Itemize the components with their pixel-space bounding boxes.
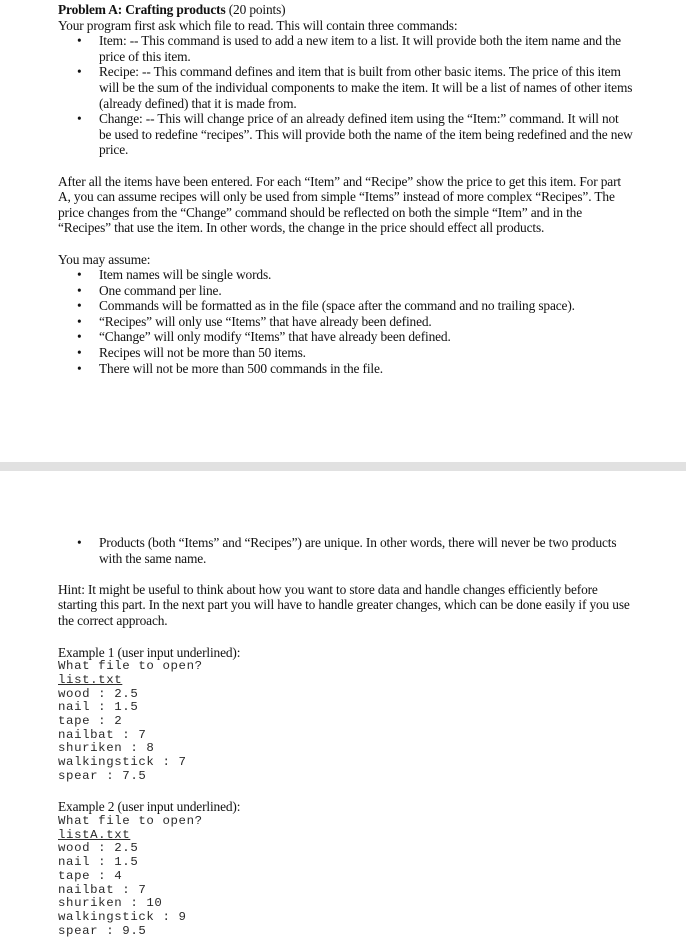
assumption-item: • “Change” will only modify “Items” that have already been defined. [58, 329, 634, 345]
assumption-list-continued [58, 535, 634, 566]
example-2-console [58, 815, 634, 938]
page-2-content [58, 535, 634, 938]
assumption-item: • “Recipes” will only use “Items” that have already been defined. [58, 314, 634, 330]
console-output-line: nail : 1.5 [58, 700, 139, 715]
assumption-item: • Products (both “Items” and “Recipes”) are unique. In other words, there will never be two products with the same name. [58, 535, 634, 566]
console-output-line: nailbat : 7 [58, 727, 147, 742]
console-output-line: spear : 9.5 [58, 923, 147, 938]
document-page-1 [0, 0, 686, 462]
example-1-heading: Example 1 (user input underlined): [58, 644, 241, 660]
console-user-input: listA.txt [58, 827, 131, 842]
console-output-line: shuriken : 8 [58, 741, 155, 756]
console-output-line: tape : 4 [58, 868, 123, 883]
intro-text: Your program first ask which file to read. This will contain three commands: [58, 17, 458, 33]
assumption-item: • There will not be more than 500 commands in the file. [58, 361, 634, 377]
console-output-line: tape : 2 [58, 713, 123, 728]
page-separator [0, 462, 686, 471]
assumption-list [58, 267, 634, 376]
problem-title-bold: Problem A: Crafting products [58, 2, 226, 17]
example-2-heading: Example 2 (user input underlined): [58, 799, 241, 815]
document-page-2 [0, 471, 686, 949]
assumption-item: • Commands will be formatted as in the file (space after the command and no trailing space). [58, 298, 634, 314]
command-list [58, 33, 634, 158]
console-prompt: What file to open? [58, 814, 203, 829]
assume-heading: You may assume: [58, 251, 151, 267]
assumption-item: • Item names will be single words. [58, 267, 634, 283]
problem-title [58, 2, 634, 18]
console-output-line: nail : 1.5 [58, 855, 139, 870]
console-output-line: wood : 2.5 [58, 841, 139, 856]
console-output-line: wood : 2.5 [58, 686, 139, 701]
console-output-line: nailbat : 7 [58, 882, 147, 897]
command-item: • Item: -- This command is used to add a new item to a list. It will provide both the item name and the price of this item. [58, 33, 634, 64]
console-output-line: spear : 7.5 [58, 768, 147, 783]
assumption-item: • One command per line. [58, 283, 634, 299]
command-item: • Recipe: -- This command defines and item that is built from other basic items. The price of this item will be the sum of the individual components to make the item. It will be a list of names of other items (already defined) that it is made from. [58, 64, 634, 111]
problem-points: (20 points) [225, 2, 286, 17]
command-item: • Change: -- This will change price of an already defined item using the “Item:” command. It will not be used to redefine “recipes”. This will provide both the name of the item being redefined and the new price. [58, 111, 634, 158]
hint-paragraph: Hint: It might be useful to think about how you want to store data and handle changes efficiently before starting this part. In the next part you will have to handle greater changes, which can be done easily if you use the correct approach. [58, 581, 630, 628]
console-user-input: list.txt [58, 672, 123, 687]
assumption-item: • Recipes will not be more than 50 items. [58, 345, 634, 361]
after-paragraph: After all the items have been entered. For each “Item” and “Recipe” show the price to get this item. For part A, you can assume recipes will only be used from simple “Items” instead of more complex “Recipes”. The price changes from the “Change” command should be reflected on both the simple “Item” and in the “Recipes” that use the item. In other words, the change in the price should effect all products. [58, 173, 621, 236]
console-output-line: shuriken : 10 [58, 896, 163, 911]
console-output-line: walkingstick : 7 [58, 755, 187, 770]
console-prompt: What file to open? [58, 659, 203, 674]
page-1-content [58, 2, 634, 376]
console-output-line: walkingstick : 9 [58, 910, 187, 924]
example-1-console [58, 660, 634, 783]
